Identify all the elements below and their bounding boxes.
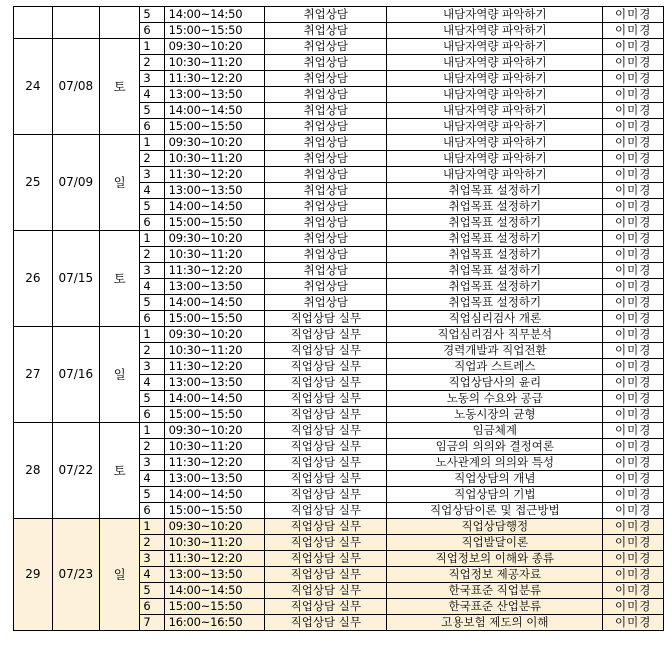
teacher-cell: 이미경: [603, 295, 664, 311]
table-row: [14, 231, 664, 247]
time-cell: 10:30~11:20: [164, 439, 265, 455]
teacher-cell: 이미경: [603, 407, 664, 423]
teacher-cell: 이미경: [603, 103, 664, 119]
topic-cell: 취업목표 설정하기: [387, 279, 603, 295]
teacher-cell: 이미경: [603, 327, 664, 343]
course-type-cell: 직업상담 실무: [265, 599, 387, 615]
topic-cell: 임금체계: [387, 423, 603, 439]
day-number-cell: 28: [14, 423, 53, 519]
table-row: [14, 135, 664, 151]
topic-cell: 직업상담의 기법: [387, 487, 603, 503]
topic-cell: 취업목표 설정하기: [387, 247, 603, 263]
period-number-cell: 6: [140, 311, 164, 327]
period-number-cell: 6: [140, 23, 164, 39]
period-number-cell: 6: [140, 407, 164, 423]
topic-cell: 취업목표 설정하기: [387, 295, 603, 311]
teacher-cell: 이미경: [603, 311, 664, 327]
teacher-cell: 이미경: [603, 71, 664, 87]
period-number-cell: 1: [140, 423, 164, 439]
date-cell: 07/09: [52, 135, 99, 231]
course-type-cell: 직업상담 실무: [265, 503, 387, 519]
time-cell: 11:30~12:20: [164, 359, 265, 375]
topic-cell: 내담자역량 파악하기: [387, 167, 603, 183]
teacher-cell: 이미경: [603, 615, 664, 631]
period-number-cell: 1: [140, 39, 164, 55]
day-number-cell: 25: [14, 135, 53, 231]
teacher-cell: 이미경: [603, 583, 664, 599]
topic-cell: 직업정보 제공자료: [387, 567, 603, 583]
teacher-cell: 이미경: [603, 23, 664, 39]
topic-cell: 직업심리검사 직무분석: [387, 327, 603, 343]
course-type-cell: 직업상담 실무: [265, 487, 387, 503]
topic-cell: 취업목표 설정하기: [387, 199, 603, 215]
schedule-table: [13, 6, 664, 631]
teacher-cell: 이미경: [603, 151, 664, 167]
course-type-cell: 취업상담: [265, 263, 387, 279]
teacher-cell: 이미경: [603, 455, 664, 471]
topic-cell: 내담자역량 파악하기: [387, 119, 603, 135]
period-number-cell: 5: [140, 7, 164, 23]
date-cell: 07/23: [52, 519, 99, 631]
period-number-cell: 4: [140, 279, 164, 295]
course-type-cell: 취업상담: [265, 103, 387, 119]
table-row: [14, 7, 664, 23]
topic-cell: 한국표준 산업분류: [387, 599, 603, 615]
teacher-cell: 이미경: [603, 199, 664, 215]
time-cell: 09:30~10:20: [164, 423, 265, 439]
day-number-cell: [14, 7, 53, 39]
period-number-cell: 5: [140, 391, 164, 407]
teacher-cell: 이미경: [603, 343, 664, 359]
course-type-cell: 직업상담 실무: [265, 327, 387, 343]
teacher-cell: 이미경: [603, 599, 664, 615]
course-type-cell: 취업상담: [265, 71, 387, 87]
topic-cell: 직업정보의 이해와 종류: [387, 551, 603, 567]
teacher-cell: 이미경: [603, 167, 664, 183]
teacher-cell: 이미경: [603, 39, 664, 55]
period-number-cell: 2: [140, 151, 164, 167]
table-row: [14, 39, 664, 55]
date-cell: 07/15: [52, 231, 99, 327]
date-cell: [52, 7, 99, 39]
teacher-cell: 이미경: [603, 391, 664, 407]
time-cell: 11:30~12:20: [164, 551, 265, 567]
teacher-cell: 이미경: [603, 135, 664, 151]
period-number-cell: 4: [140, 375, 164, 391]
topic-cell: 직업발달이론: [387, 535, 603, 551]
weekday-cell: 토: [99, 231, 139, 327]
time-cell: 15:00~15:50: [164, 407, 265, 423]
teacher-cell: 이미경: [603, 567, 664, 583]
teacher-cell: 이미경: [603, 375, 664, 391]
period-number-cell: 3: [140, 167, 164, 183]
period-number-cell: 1: [140, 135, 164, 151]
time-cell: 16:00~16:50: [164, 615, 265, 631]
time-cell: 14:00~14:50: [164, 487, 265, 503]
period-number-cell: 3: [140, 359, 164, 375]
period-number-cell: 2: [140, 535, 164, 551]
topic-cell: 한국표준 직업분류: [387, 583, 603, 599]
topic-cell: 경력개발과 직업전환: [387, 343, 603, 359]
course-type-cell: 직업상담 실무: [265, 535, 387, 551]
time-cell: 09:30~10:20: [164, 519, 265, 535]
course-type-cell: 직업상담 실무: [265, 455, 387, 471]
teacher-cell: 이미경: [603, 183, 664, 199]
topic-cell: 내담자역량 파악하기: [387, 135, 603, 151]
time-cell: 15:00~15:50: [164, 311, 265, 327]
date-cell: 07/16: [52, 327, 99, 423]
weekday-cell: [99, 7, 139, 39]
teacher-cell: 이미경: [603, 119, 664, 135]
time-cell: 09:30~10:20: [164, 231, 265, 247]
time-cell: 13:00~13:50: [164, 87, 265, 103]
period-number-cell: 3: [140, 551, 164, 567]
topic-cell: 직업상담이론 및 접근방법: [387, 503, 603, 519]
course-type-cell: 직업상담 실무: [265, 519, 387, 535]
topic-cell: 내담자역량 파악하기: [387, 23, 603, 39]
period-number-cell: 4: [140, 567, 164, 583]
course-type-cell: 취업상담: [265, 119, 387, 135]
period-number-cell: 7: [140, 615, 164, 631]
topic-cell: 직업상담사의 윤리: [387, 375, 603, 391]
period-number-cell: 2: [140, 439, 164, 455]
period-number-cell: 1: [140, 519, 164, 535]
time-cell: 15:00~15:50: [164, 119, 265, 135]
time-cell: 15:00~15:50: [164, 503, 265, 519]
weekday-cell: 일: [99, 327, 139, 423]
time-cell: 13:00~13:50: [164, 375, 265, 391]
course-type-cell: 취업상담: [265, 199, 387, 215]
topic-cell: 노동의 수요와 공급: [387, 391, 603, 407]
period-number-cell: 1: [140, 327, 164, 343]
date-cell: 07/22: [52, 423, 99, 519]
period-number-cell: 1: [140, 231, 164, 247]
course-type-cell: 직업상담 실무: [265, 311, 387, 327]
day-number-cell: 26: [14, 231, 53, 327]
course-type-cell: 취업상담: [265, 167, 387, 183]
period-number-cell: 6: [140, 215, 164, 231]
topic-cell: 노동시장의 균형: [387, 407, 603, 423]
topic-cell: 내담자역량 파악하기: [387, 39, 603, 55]
topic-cell: 내담자역량 파악하기: [387, 71, 603, 87]
topic-cell: 직업과 스트레스: [387, 359, 603, 375]
time-cell: 13:00~13:50: [164, 567, 265, 583]
teacher-cell: 이미경: [603, 519, 664, 535]
topic-cell: 취업목표 설정하기: [387, 263, 603, 279]
time-cell: 10:30~11:20: [164, 151, 265, 167]
time-cell: 10:30~11:20: [164, 55, 265, 71]
period-number-cell: 3: [140, 71, 164, 87]
time-cell: 14:00~14:50: [164, 7, 265, 23]
topic-cell: 취업목표 설정하기: [387, 183, 603, 199]
teacher-cell: 이미경: [603, 215, 664, 231]
period-number-cell: 6: [140, 503, 164, 519]
time-cell: 11:30~12:20: [164, 263, 265, 279]
time-cell: 10:30~11:20: [164, 343, 265, 359]
course-type-cell: 직업상담 실무: [265, 567, 387, 583]
topic-cell: 내담자역량 파악하기: [387, 55, 603, 71]
topic-cell: 내담자역량 파악하기: [387, 87, 603, 103]
course-type-cell: 직업상담 실무: [265, 343, 387, 359]
time-cell: 11:30~12:20: [164, 455, 265, 471]
period-number-cell: 4: [140, 471, 164, 487]
topic-cell: 내담자역량 파악하기: [387, 103, 603, 119]
time-cell: 14:00~14:50: [164, 199, 265, 215]
time-cell: 10:30~11:20: [164, 247, 265, 263]
table-row: [14, 423, 664, 439]
period-number-cell: 5: [140, 199, 164, 215]
course-type-cell: 취업상담: [265, 247, 387, 263]
course-type-cell: 직업상담 실무: [265, 471, 387, 487]
course-type-cell: 취업상담: [265, 39, 387, 55]
time-cell: 13:00~13:50: [164, 471, 265, 487]
period-number-cell: 5: [140, 295, 164, 311]
schedule-body: [14, 7, 664, 631]
course-type-cell: 직업상담 실무: [265, 615, 387, 631]
time-cell: 14:00~14:50: [164, 391, 265, 407]
time-cell: 15:00~15:50: [164, 23, 265, 39]
topic-cell: 내담자역량 파악하기: [387, 7, 603, 23]
period-number-cell: 5: [140, 103, 164, 119]
time-cell: 11:30~12:20: [164, 71, 265, 87]
period-number-cell: 5: [140, 487, 164, 503]
course-type-cell: 직업상담 실무: [265, 375, 387, 391]
topic-cell: 취업목표 설정하기: [387, 215, 603, 231]
period-number-cell: 2: [140, 343, 164, 359]
period-number-cell: 5: [140, 583, 164, 599]
time-cell: 09:30~10:20: [164, 39, 265, 55]
time-cell: 13:00~13:50: [164, 183, 265, 199]
course-type-cell: 취업상담: [265, 231, 387, 247]
course-type-cell: 직업상담 실무: [265, 407, 387, 423]
teacher-cell: 이미경: [603, 535, 664, 551]
time-cell: 15:00~15:50: [164, 599, 265, 615]
date-cell: 07/08: [52, 39, 99, 135]
time-cell: 09:30~10:20: [164, 135, 265, 151]
period-number-cell: 6: [140, 119, 164, 135]
day-number-cell: 24: [14, 39, 53, 135]
weekday-cell: 토: [99, 39, 139, 135]
topic-cell: 직업상담행정: [387, 519, 603, 535]
course-type-cell: 취업상담: [265, 183, 387, 199]
course-type-cell: 취업상담: [265, 151, 387, 167]
teacher-cell: 이미경: [603, 471, 664, 487]
time-cell: 10:30~11:20: [164, 535, 265, 551]
time-cell: 13:00~13:50: [164, 279, 265, 295]
period-number-cell: 2: [140, 55, 164, 71]
topic-cell: 직업상담의 개념: [387, 471, 603, 487]
topic-cell: 고용보험 제도의 이해: [387, 615, 603, 631]
topic-cell: 노사관계의 의의와 특성: [387, 455, 603, 471]
table-row: [14, 327, 664, 343]
period-number-cell: 3: [140, 455, 164, 471]
weekday-cell: 일: [99, 135, 139, 231]
course-type-cell: 취업상담: [265, 279, 387, 295]
period-number-cell: 3: [140, 263, 164, 279]
teacher-cell: 이미경: [603, 439, 664, 455]
topic-cell: 직업심리검사 개론: [387, 311, 603, 327]
teacher-cell: 이미경: [603, 55, 664, 71]
course-type-cell: 직업상담 실무: [265, 391, 387, 407]
course-type-cell: 직업상담 실무: [265, 551, 387, 567]
teacher-cell: 이미경: [603, 279, 664, 295]
course-type-cell: 직업상담 실무: [265, 423, 387, 439]
course-type-cell: 취업상담: [265, 295, 387, 311]
course-type-cell: 취업상담: [265, 7, 387, 23]
time-cell: 15:00~15:50: [164, 215, 265, 231]
course-type-cell: 취업상담: [265, 55, 387, 71]
period-number-cell: 4: [140, 87, 164, 103]
teacher-cell: 이미경: [603, 231, 664, 247]
course-type-cell: 취업상담: [265, 135, 387, 151]
weekday-cell: 토: [99, 423, 139, 519]
time-cell: 14:00~14:50: [164, 295, 265, 311]
time-cell: 14:00~14:50: [164, 583, 265, 599]
teacher-cell: 이미경: [603, 263, 664, 279]
teacher-cell: 이미경: [603, 247, 664, 263]
topic-cell: 취업목표 설정하기: [387, 231, 603, 247]
course-type-cell: 직업상담 실무: [265, 583, 387, 599]
table-row: [14, 519, 664, 535]
topic-cell: 내담자역량 파악하기: [387, 151, 603, 167]
period-number-cell: 4: [140, 183, 164, 199]
course-type-cell: 취업상담: [265, 215, 387, 231]
period-number-cell: 6: [140, 599, 164, 615]
weekday-cell: 일: [99, 519, 139, 631]
day-number-cell: 27: [14, 327, 53, 423]
time-cell: 09:30~10:20: [164, 327, 265, 343]
teacher-cell: 이미경: [603, 503, 664, 519]
teacher-cell: 이미경: [603, 359, 664, 375]
time-cell: 14:00~14:50: [164, 103, 265, 119]
teacher-cell: 이미경: [603, 7, 664, 23]
teacher-cell: 이미경: [603, 551, 664, 567]
topic-cell: 임금의 의의와 결정여론: [387, 439, 603, 455]
day-number-cell: 29: [14, 519, 53, 631]
course-type-cell: 취업상담: [265, 87, 387, 103]
time-cell: 11:30~12:20: [164, 167, 265, 183]
teacher-cell: 이미경: [603, 487, 664, 503]
course-type-cell: 직업상담 실무: [265, 439, 387, 455]
course-type-cell: 직업상담 실무: [265, 359, 387, 375]
teacher-cell: 이미경: [603, 87, 664, 103]
course-type-cell: 취업상담: [265, 23, 387, 39]
teacher-cell: 이미경: [603, 423, 664, 439]
period-number-cell: 2: [140, 247, 164, 263]
